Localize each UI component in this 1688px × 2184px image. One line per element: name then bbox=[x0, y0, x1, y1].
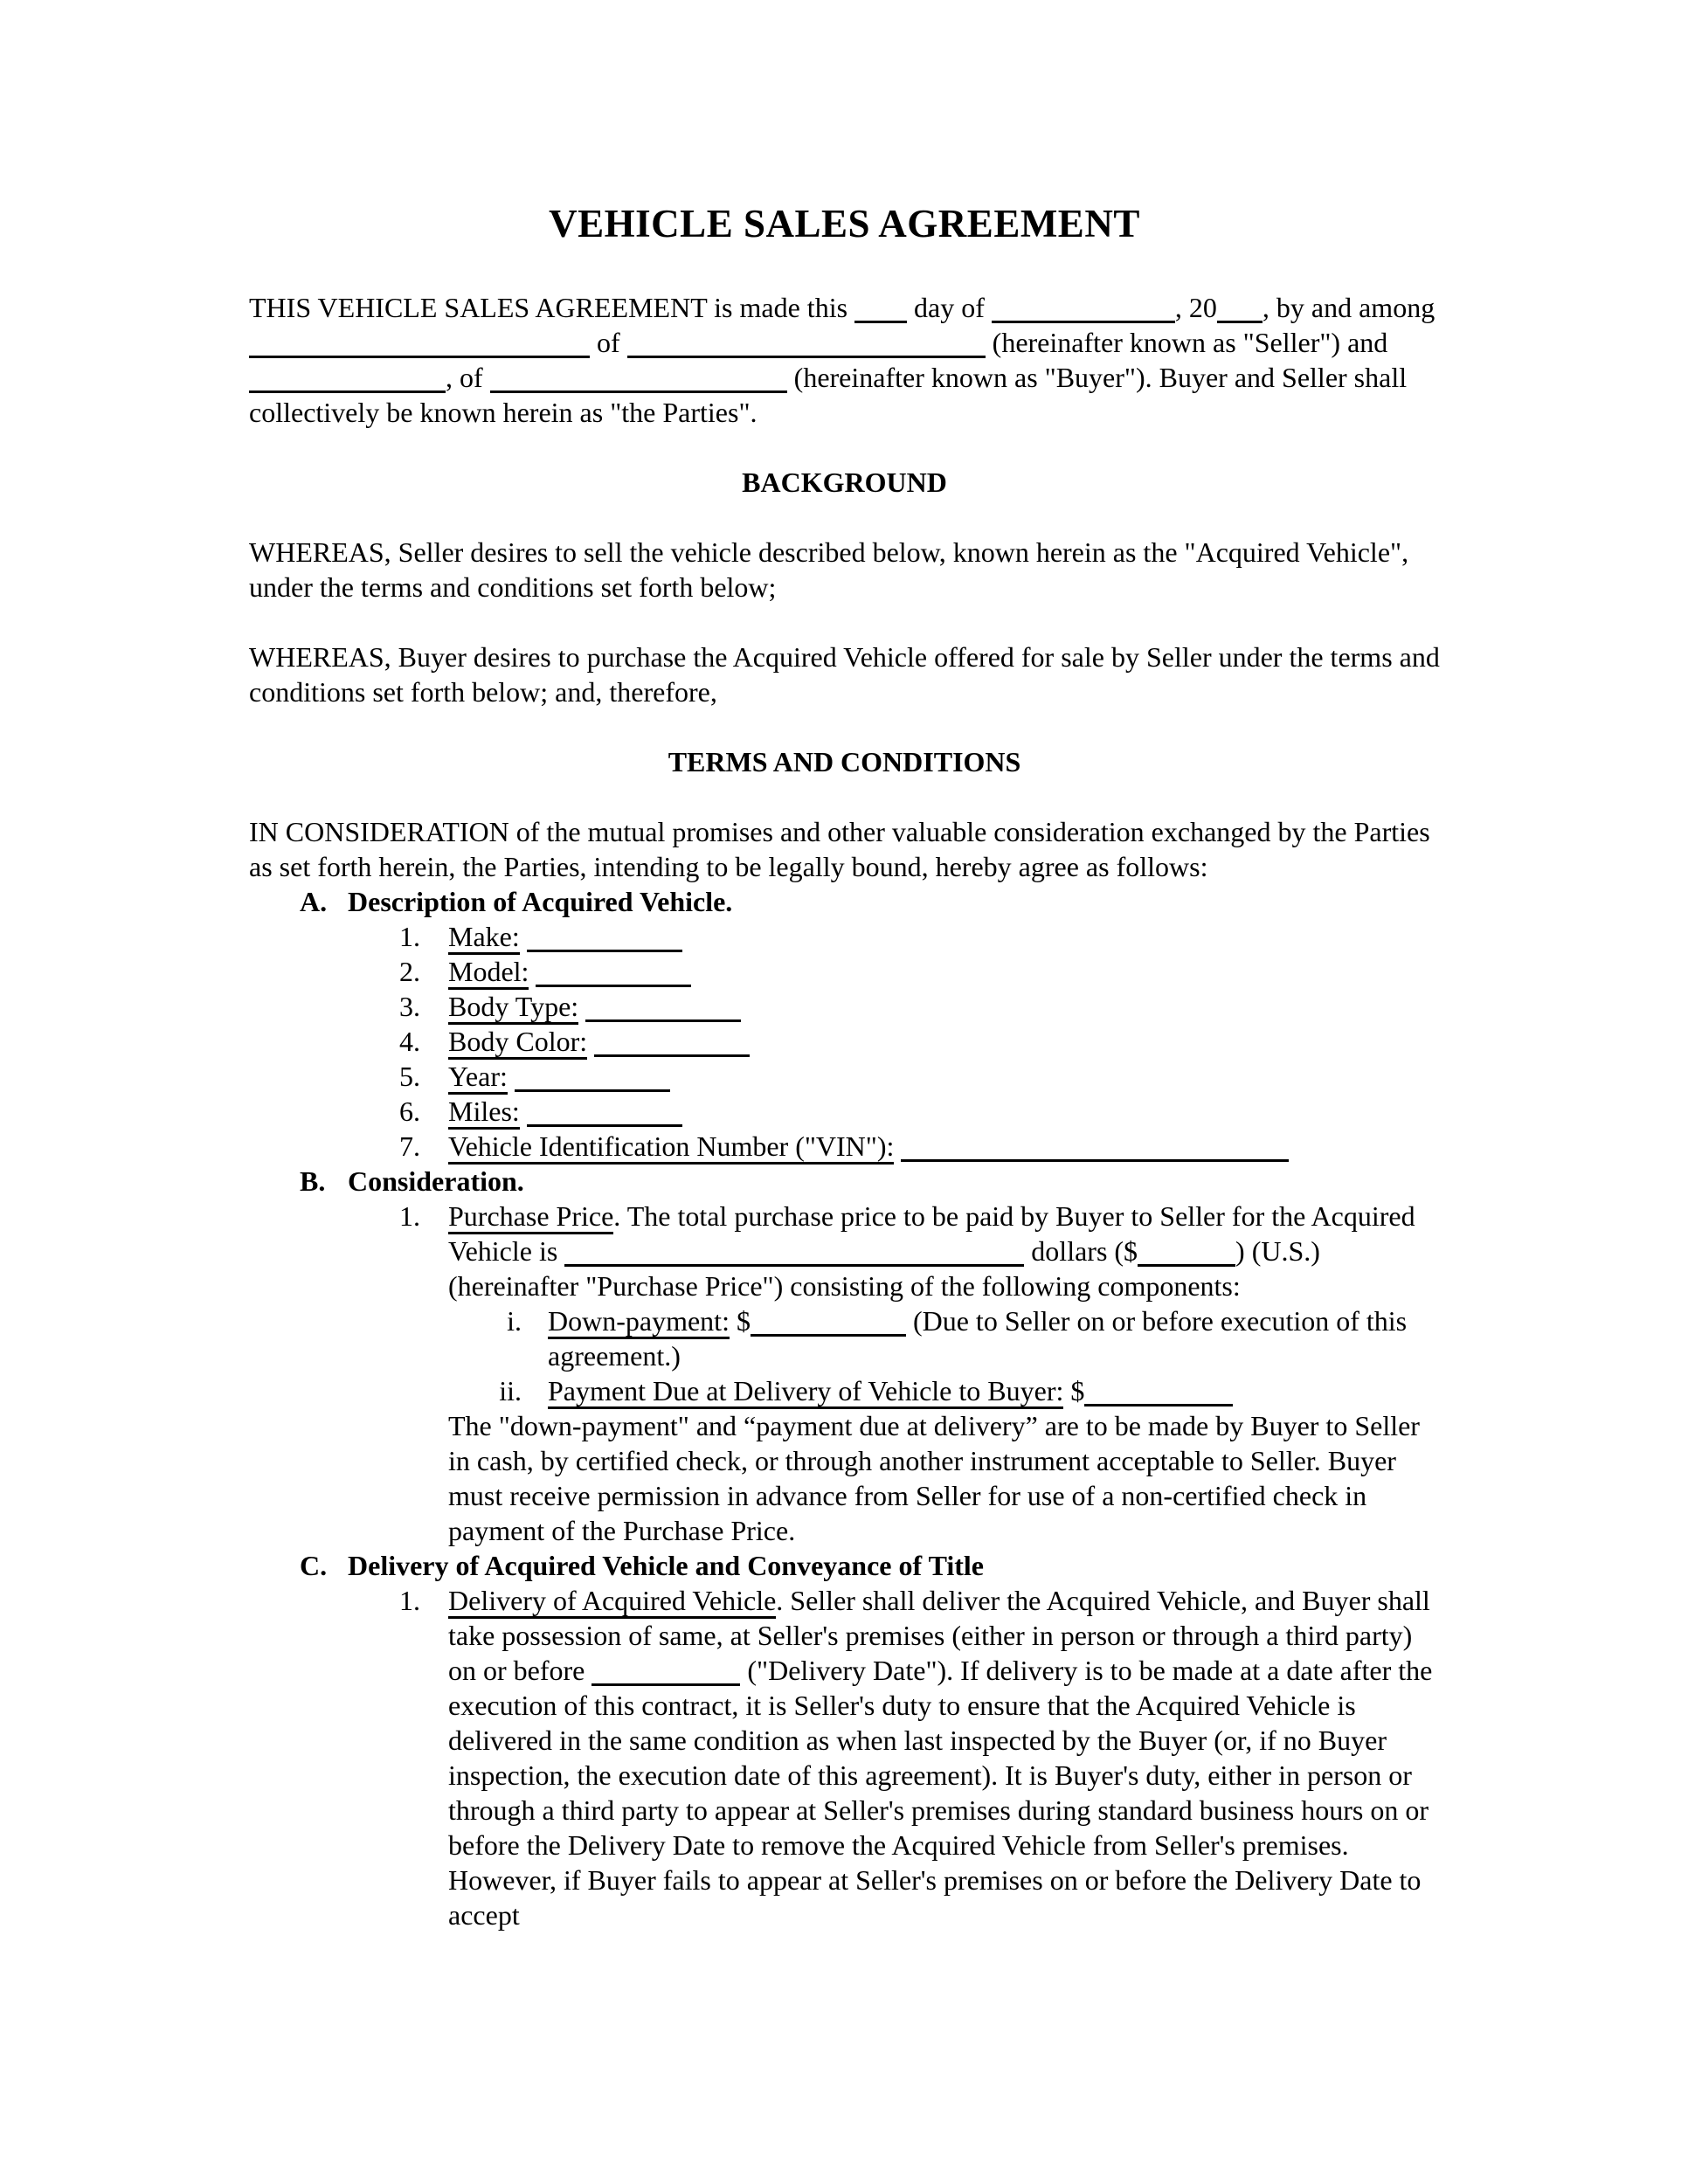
underlined-label: Model: bbox=[448, 956, 529, 990]
item-text bbox=[448, 989, 1440, 1024]
underlined-label: Year: bbox=[448, 1061, 508, 1095]
vehicle-detail-item-year bbox=[399, 1059, 1440, 1094]
fill-in-blank bbox=[992, 294, 1175, 323]
section-b-row bbox=[300, 1164, 1440, 1199]
item-number: 3. bbox=[399, 991, 420, 1022]
fill-in-blank bbox=[564, 1238, 1024, 1267]
item-number: 2. bbox=[399, 956, 420, 987]
vehicle-detail-item-vin bbox=[399, 1129, 1440, 1164]
section-a-row bbox=[300, 884, 1440, 919]
payment-method-note: The "down-payment" and “payment due at delivery” are to be made by Buyer to Seller in cash, by certified check, or through another instrument acceptable to Seller. Buyer must receive permission in advance from Seller for use of a non-certified check in payment of the Purchase Price. bbox=[448, 1410, 1420, 1546]
intro-paragraph: THIS VEHICLE SALES AGREEMENT is made this day of , 20 , by and among of (hereinafter known as "Seller") and , of (hereinafter known as "Buyer"). Buyer and Seller shall collectively be known herein as "the Parties". bbox=[249, 292, 1435, 428]
underlined-label: Purchase Price bbox=[448, 1200, 613, 1234]
item-number: 1. bbox=[399, 1200, 420, 1232]
item-text bbox=[448, 954, 1440, 989]
fill-in-blank bbox=[854, 294, 907, 323]
whereas-clause-1: WHEREAS, Seller desires to sell the vehicle described below, known herein as the "Acquired Vehicle", under the terms and conditions set forth below; bbox=[249, 536, 1409, 603]
fill-in-blank bbox=[490, 364, 787, 393]
fill-in-blank bbox=[1084, 1378, 1233, 1406]
vehicle-detail-item-make bbox=[399, 919, 1440, 954]
item-number: 7. bbox=[399, 1130, 420, 1162]
delivery-payment-subitem bbox=[450, 1373, 1440, 1408]
vehicle-detail-item-body-type bbox=[399, 989, 1440, 1024]
item-text bbox=[448, 1129, 1440, 1164]
terms-heading: TERMS AND CONDITIONS bbox=[668, 746, 1021, 778]
fill-in-blank bbox=[627, 329, 986, 358]
underlined-label: Miles: bbox=[448, 1095, 520, 1130]
item-text bbox=[448, 1094, 1440, 1129]
item-number: 4. bbox=[399, 1026, 420, 1057]
delivery-item bbox=[399, 1583, 1440, 1932]
underlined-label: Body Color: bbox=[448, 1026, 587, 1060]
fill-in-blank bbox=[527, 1098, 682, 1127]
fill-in-blank bbox=[515, 1063, 670, 1092]
underlined-label: Delivery of Acquired Vehicle bbox=[448, 1585, 776, 1619]
item-text bbox=[448, 1024, 1440, 1059]
fill-in-blank bbox=[1217, 294, 1263, 323]
underlined-label: Body Type: bbox=[448, 991, 578, 1025]
underlined-label: Down-payment: bbox=[548, 1305, 730, 1339]
underlined-label: Make: bbox=[448, 921, 520, 955]
item-number: 6. bbox=[399, 1095, 420, 1127]
fill-in-blank bbox=[249, 329, 590, 358]
vehicle-detail-item-body-color bbox=[399, 1024, 1440, 1059]
item-text: Purchase Price. The total purchase price to be paid by Buyer to Seller for the Acquired Vehicle is dollars ($ ) (U.S.) (hereinafter "Purchase Price") consisting of the following components: bbox=[448, 1200, 1415, 1302]
section-b-heading: Consideration. bbox=[348, 1165, 524, 1197]
fill-in-blank bbox=[594, 1028, 750, 1057]
vehicle-detail-item-model bbox=[399, 954, 1440, 989]
underlined-label: Payment Due at Delivery of Vehicle to Buyer: bbox=[548, 1375, 1063, 1409]
section-a-letter: A. bbox=[300, 886, 328, 917]
item-number: 5. bbox=[399, 1061, 420, 1092]
fill-in-blank bbox=[1138, 1238, 1235, 1267]
consideration-intro: IN CONSIDERATION of the mutual promises and other valuable consideration exchanged by the Parties as set forth herein, the Parties, intending to be legally bound, hereby agree as follows: bbox=[249, 816, 1430, 882]
purchase-price-item bbox=[399, 1199, 1440, 1303]
vehicle-detail-item-miles bbox=[399, 1094, 1440, 1129]
background-heading: BACKGROUND bbox=[742, 467, 947, 498]
fill-in-blank bbox=[751, 1308, 906, 1337]
section-c-row bbox=[300, 1548, 1440, 1583]
fill-in-blank bbox=[585, 993, 741, 1022]
item-number: i. bbox=[507, 1305, 522, 1337]
whereas-clause-2: WHEREAS, Buyer desires to purchase the Acquired Vehicle offered for sale by Seller under the terms and conditions set forth below; and, therefore, bbox=[249, 641, 1440, 708]
underlined-label: Vehicle Identification Number ("VIN"): bbox=[448, 1130, 894, 1165]
fill-in-blank bbox=[536, 958, 691, 987]
fill-in-blank bbox=[901, 1133, 1289, 1162]
fill-in-blank bbox=[527, 923, 682, 952]
item-number: ii. bbox=[499, 1375, 522, 1406]
down-payment-subitem bbox=[450, 1303, 1440, 1373]
section-a-heading: Description of Acquired Vehicle. bbox=[348, 886, 733, 917]
section-b-letter: B. bbox=[300, 1165, 326, 1197]
item-text: Delivery of Acquired Vehicle. Seller shall deliver the Acquired Vehicle, and Buyer shall take possession of same, at Seller's premises (either in person or through a third party) on or before ("Delivery Date"). If delivery is to be made at a date after the execution of this contract, it is Seller's duty to ensure that the Acquired Vehicle is delivered in the same condition as when last inspected by the Buyer (or, if no Buyer inspection, the execution date of this agreement). It is Buyer's duty, either in person or through a third party to appear at Seller's premises during standard business hours on or before the Delivery Date to remove the Acquired Vehicle from Seller's premises. However, if Buyer fails to appear at Seller's premises on or before the Delivery Date to accept bbox=[448, 1585, 1433, 1931]
item-text: Down-payment: $ (Due to Seller on or before execution of this agreement.) bbox=[548, 1305, 1408, 1372]
item-number: 1. bbox=[399, 921, 420, 952]
item-text: Payment Due at Delivery of Vehicle to Buyer: $ bbox=[548, 1373, 1440, 1408]
fill-in-blank bbox=[249, 364, 446, 393]
section-c-letter: C. bbox=[300, 1550, 328, 1581]
item-text bbox=[448, 919, 1440, 954]
document-title: VEHICLE SALES AGREEMENT bbox=[549, 202, 1140, 245]
item-number: 1. bbox=[399, 1585, 420, 1616]
item-text bbox=[448, 1059, 1440, 1094]
section-c-heading: Delivery of Acquired Vehicle and Conveyance of Title bbox=[348, 1550, 984, 1581]
fill-in-blank bbox=[591, 1657, 740, 1686]
